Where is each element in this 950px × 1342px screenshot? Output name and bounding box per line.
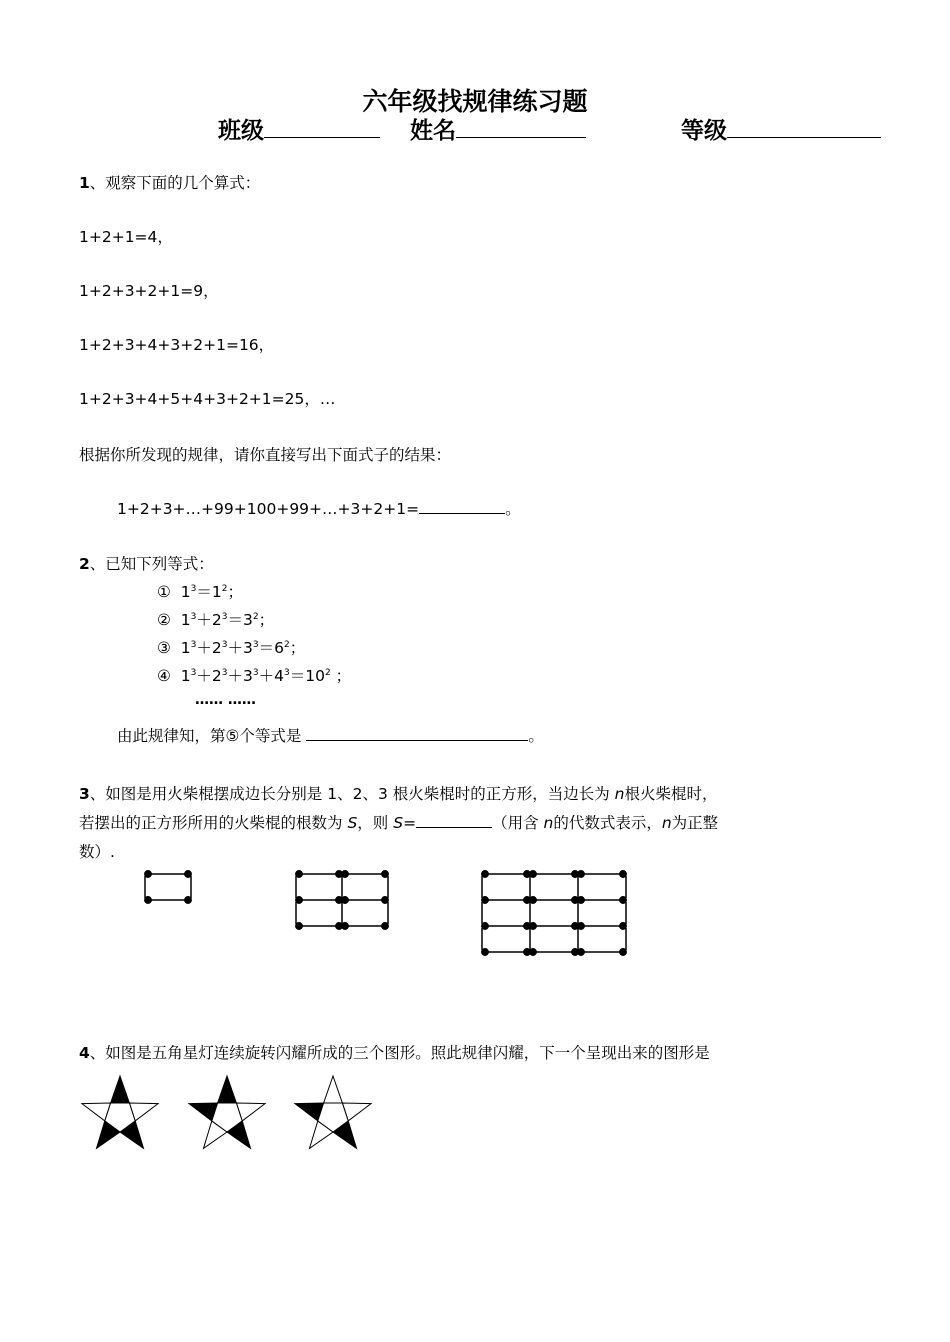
q2-equation: ④ $1^3+2^3+3^3+4^3=10^2$ ； (157, 667, 352, 685)
q1-line-3: 1+2+3+4+3+2+1=16， (79, 336, 275, 354)
grade-field (681, 112, 881, 145)
matchstick-head (296, 897, 302, 903)
name-label: 姓名 (410, 118, 456, 144)
class-blank[interactable] (264, 115, 380, 138)
q4-text: 4、如图是五角星灯连续旋转闪耀所成的三个图形。照此规律闪耀，下一个呈现出来的图形是 (79, 1044, 710, 1062)
matchstick-head (578, 923, 584, 929)
matchstick-head (482, 923, 488, 929)
matchstick-head (578, 871, 584, 877)
q3-line-2: 若摆出的正方形所用的火柴棍的根数为 S，则 S= （用含 n的代数式表示，n为正整 (79, 814, 719, 832)
matchstick-head (185, 871, 191, 877)
q2-answer-blank[interactable] (306, 726, 528, 741)
q2-equation: ② $1^3+2^3=3^2$； (157, 611, 275, 629)
matchstick-head (382, 897, 388, 903)
matchstick-head (342, 923, 348, 929)
q3-line-3: 数）. (79, 843, 115, 861)
matchstick-head (482, 897, 488, 903)
q1-line-4: 1+2+3+4+5+4+3+2+1=25，… (79, 390, 336, 408)
page-title: 六年级找规律练习题 (362, 87, 588, 116)
matchstick-head (296, 923, 302, 929)
star-lamp-3 (295, 1076, 371, 1148)
matchstick-head (145, 871, 151, 877)
matchstick-grid-3 (482, 871, 626, 955)
name-blank[interactable] (456, 115, 586, 138)
q1-prompt: 根据你所发现的规律，请你直接写出下面式子的结果： (79, 446, 452, 464)
matchstick-head (482, 871, 488, 877)
star-point (324, 1076, 343, 1103)
matchstick-head (342, 871, 348, 877)
matchstick-grid-1 (145, 871, 191, 903)
matchstick-head (145, 897, 151, 903)
star-lamp-2 (189, 1076, 265, 1148)
matchstick-head (530, 923, 536, 929)
q3-answer-blank[interactable] (416, 813, 492, 828)
matchstick-head (342, 897, 348, 903)
matchstick-head (185, 897, 191, 903)
matchstick-head (482, 949, 488, 955)
q1-answer-blank[interactable] (419, 499, 505, 514)
star-point (111, 1076, 130, 1103)
matchstick-head (620, 949, 626, 955)
star-point (218, 1076, 237, 1103)
matchstick-head (620, 897, 626, 903)
class-label: 班级 (218, 118, 264, 144)
q3-line-1: 3、如图是用火柴棍摆成边长分别是 1、2、3 根火柴棍时的正方形，当边长为 n根火柴棍时， (79, 785, 718, 803)
star-lights-figure (75, 1070, 395, 1160)
name-field (410, 112, 586, 145)
q2-ellipsis: …… …… (195, 692, 256, 708)
matchstick-head (530, 897, 536, 903)
class-field (218, 112, 380, 145)
q1-line-1: 1+2+1=4， (79, 228, 173, 246)
grade-blank[interactable] (727, 115, 881, 138)
matchstick-head (530, 871, 536, 877)
matchstick-squares-figure (130, 860, 650, 970)
q1-line-2: 1+2+3+2+1=9， (79, 282, 219, 300)
q2-intro: 2、已知下列等式： (79, 555, 214, 573)
q1-intro: 1、观察下面的几个算式： (79, 174, 261, 192)
star-lamp-1 (82, 1076, 158, 1148)
matchstick-head (382, 871, 388, 877)
q1-expression: 1+2+3+…+99+100+99+…+3+2+1= 。 (117, 500, 521, 518)
matchstick-grid-2 (296, 871, 388, 929)
matchstick-head (578, 949, 584, 955)
matchstick-head (578, 897, 584, 903)
matchstick-head (620, 871, 626, 877)
matchstick-head (620, 923, 626, 929)
matchstick-head (296, 871, 302, 877)
matchstick-head (382, 923, 388, 929)
q2-equation: ③ $1^3+2^3+3^3=6^2$； (157, 639, 306, 657)
matchstick-head (530, 949, 536, 955)
q2-equation: ① $1^3=1^2$； (157, 583, 244, 601)
grade-label: 等级 (681, 118, 727, 144)
q2-conclusion: 由此规律知，第⑤个等式是 。 (117, 727, 544, 745)
